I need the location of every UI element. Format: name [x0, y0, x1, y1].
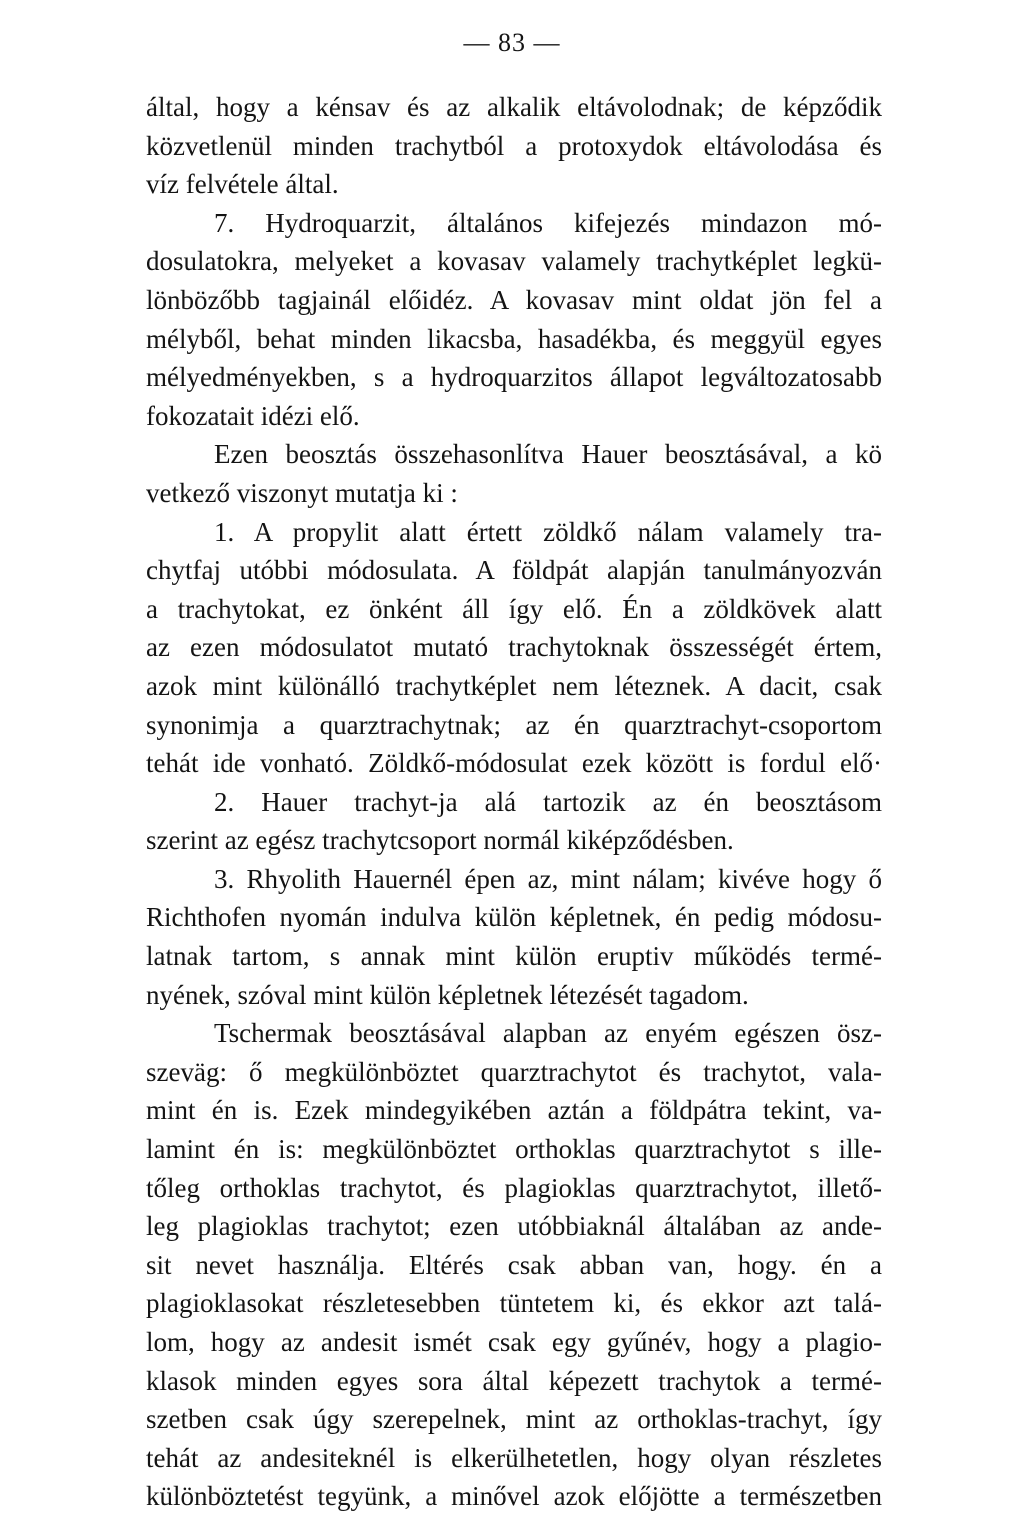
text-line: közvetlenül minden trachytból a protoxydok eltávolodása és [146, 130, 882, 161]
text-line: mint én is. Ezek mindegyikében aztán a földpátra tekint, va- [146, 1095, 882, 1126]
text-line: latnak tartom, s annak mint külön eruptiv működés termé- [146, 941, 882, 972]
text-line: víz felvétele által. [146, 169, 339, 200]
text-line: szetben csak úgy szerepelnek, mint az orthoklas-trachyt, így [146, 1404, 882, 1435]
text-line: dosulatokra, melyeket a kovasav valamely trachytképlet legkü- [146, 246, 882, 277]
paragraph-2 [146, 204, 882, 436]
text-line: az ezen módosulatot mutató trachytoknak összességét értem, [146, 632, 882, 663]
text-line: leg plagioklas trachytot; ezen utóbbiaknál általában az ande- [146, 1211, 882, 1242]
text-line: klasok minden egyes sora által képezett trachytok a termé- [146, 1365, 882, 1396]
text-line: azok mint különálló trachytképlet nem léteznek. A dacit, csak [146, 670, 882, 701]
text-line: synonimja a quarztrachytnak; az én quarztrachyt-csoportom [146, 709, 882, 740]
text-line: sit nevet használja. Eltérés csak abban van, hogy. én a [146, 1249, 882, 1280]
paragraph-6 [146, 860, 882, 1014]
text-line: Ezen beosztás összehasonlítva Hauer beosztásával, a kö [214, 439, 882, 470]
text-line: lamint én is: megkülönböztet orthoklas quarztrachytot s ille- [146, 1134, 882, 1165]
paragraph-5 [146, 783, 882, 860]
text-line: szerint az egész trachytcsoport normál kiképződésben. [146, 825, 734, 856]
text-line: Richthofen nyomán indulva külön képletnek, én pedig módosu- [146, 902, 882, 933]
text-line: különböztetést tegyünk, a minővel azok előjötte a természetben [146, 1481, 882, 1512]
text-line: 2. Hauer trachyt-ja alá tartozik az én beosztásom [214, 786, 882, 817]
paragraph-7 [146, 1014, 882, 1516]
page-body [146, 88, 882, 1516]
paragraph-1 [146, 88, 882, 204]
text-line: 7. Hydroquarzit, általános kifejezés mindazon mó- [214, 207, 882, 238]
text-line: tőleg orthoklas trachytot, és plagioklas quarztrachytot, illető- [146, 1172, 882, 1203]
text-line: mélyből, behat minden likacsba, hasadékba, és meggyül egyes [146, 323, 882, 354]
text-line: vetkező viszonyt mutatja ki : [146, 477, 458, 508]
text-line: 1. A propylit alatt értett zöldkő nálam valamely tra- [214, 516, 882, 547]
text-line: tehát ide vonható. Zöldkő-módosulat ezek között is fordul elő· [146, 748, 882, 779]
text-line: tehát az andesiteknél is elkerülhetetlen, hogy olyan részletes [146, 1442, 882, 1473]
paragraph-3 [146, 435, 882, 512]
text-line: fokozatait idézi elő. [146, 400, 360, 431]
text-line: lönbözőbb tagjainál előidéz. A kovasav mint oldat jön fel a [146, 284, 882, 315]
text-line: Tschermak beosztásával alapban az enyém egészen ösz- [214, 1018, 882, 1049]
text-line: a trachytokat, ez önként áll így elő. Én a zöldkövek alatt [146, 593, 882, 624]
text-line: 3. Rhyolith Hauernél épen az, mint nálam; kivéve hogy ő [214, 863, 882, 894]
text-line: szeväg: ő megkülönböztet quarztrachytot és trachytot, vala- [146, 1056, 882, 1087]
text-line: nyének, szóval mint külön képletnek létezését tagadom. [146, 979, 749, 1010]
text-line: plagioklasokat részletesebben tüntetem ki, és ekkor azt talá- [146, 1288, 882, 1319]
paragraph-4 [146, 513, 882, 783]
page-number: — 83 — [463, 28, 561, 57]
text-line: mélyedményekben, s a hydroquarzitos állapot legváltozatosabb [146, 362, 882, 393]
text-line: lom, hogy az andesit ismét csak egy gyűnév, hogy a plagio- [146, 1327, 882, 1357]
text-line: chytfaj utóbbi módosulata. A földpát alapján tanulmányozván [146, 555, 882, 586]
text-line: által, hogy a kénsav és az alkalik eltávolodnak; de képződik [146, 92, 882, 122]
